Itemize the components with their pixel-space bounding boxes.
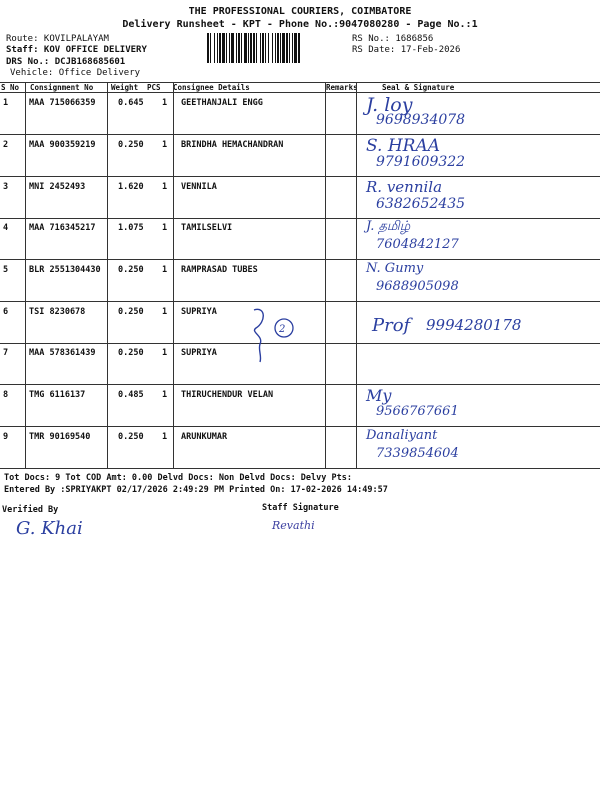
signature: My [366,386,392,405]
cell-pcs: 1 [162,307,168,317]
signature-phone: 9566767661 [376,404,459,419]
cell-consignment: MAA 716345217 [29,223,96,233]
col-header-sno: S No [1,83,20,92]
signature: S. HRAA [366,136,441,156]
table-row [0,92,600,134]
cell-consignment: TSI 8230678 [29,307,86,317]
cell-pcs: 1 [162,390,168,400]
col-header-weight: Weight [111,83,139,92]
signature-phone: 7339854604 [376,446,459,461]
cell-weight: 0.250 [118,348,144,358]
cell-pcs: 1 [162,432,168,442]
cell-sno: 6 [3,307,9,317]
totals-summary: Tot Docs: 9 Tot COD Amt: 0.00 Delvd Docs: Non Delvd Docs: Delvy Pts: [4,473,352,483]
cell-sno: 2 [3,140,9,150]
signature-phone: 9688905098 [376,279,459,294]
cell-consignment: TMG 6116137 [29,390,86,400]
col-header-pcs: PCS [147,83,161,92]
cell-consignment: BLR 2551304430 [29,265,101,275]
entered-by-line: Entered By :SPRIYAKPT 02/17/2026 2:49:29 PM Printed On: 17-02-2026 14:49:57 [4,485,388,495]
cell-pcs: 1 [162,98,168,108]
rs-number: RS No.: 1686856 [352,34,434,44]
vehicle-label: Vehicle: Office Delivery [10,68,141,78]
signature-phone: 7604842127 [376,237,459,252]
cell-consignee: BRINDHA HEMACHANDRAN [181,140,284,150]
cell-consignment: MAA 900359219 [29,140,96,150]
cell-weight: 0.485 [118,390,144,400]
cell-sno: 9 [3,432,9,442]
staff-label: Staff: KOV OFFICE DELIVERY [6,45,147,55]
cell-pcs: 1 [162,265,168,275]
col-header-remarks: Remarks [326,83,358,92]
cell-consignee: SUPRIYA [181,307,217,317]
cell-weight: 0.250 [118,265,144,275]
cell-weight: 1.075 [118,223,144,233]
staff-signature-label: Staff Signature [262,503,339,513]
signature-phone: 6382652435 [376,196,466,212]
cell-consignee: TAMILSELVI [181,223,233,233]
cell-pcs: 1 [162,348,168,358]
route-label: Route: KOVILPALAYAM [6,34,109,44]
table-row [0,134,600,176]
cell-consignment: TMR 90169540 [29,432,91,442]
signature-phone: 9791609322 [376,154,466,170]
cell-consignment: MNI 2452493 [29,182,86,192]
cell-consignment: MAA 715066359 [29,98,96,108]
cell-weight: 0.645 [118,98,144,108]
remarks-scribble [236,304,306,366]
cell-consignment: MAA 578361439 [29,348,96,358]
cell-sno: 5 [3,265,9,275]
signature: Danaliyant [366,428,438,443]
cell-sno: 3 [3,182,9,192]
cell-consignee: THIRUCHENDUR VELAN [181,390,274,400]
signature-phone: 9994280178 [426,316,522,334]
cell-pcs: 1 [162,223,168,233]
signature: R. vennila [366,178,443,196]
cell-weight: 0.250 [118,432,144,442]
cell-consignee: ARUNKUMAR [181,432,228,442]
cell-consignee: GEETHANJALI ENGG [181,98,263,108]
company-title: THE PROFESSIONAL COURIERS, COIMBATORE [188,6,412,17]
cell-consignee: RAMPRASAD TUBES [181,265,258,275]
verified-by-label: Verified By [2,505,59,515]
cell-sno: 7 [3,348,9,358]
col-header-seal: Seal & Signature [382,83,455,92]
signature: Prof [372,315,411,336]
runsheet-subtitle: Delivery Runsheet - KPT - Phone No.:9047080280 - Page No.:1 [122,19,478,30]
signature: J. loy [366,94,413,116]
cell-sno: 1 [3,98,9,108]
table-row [0,259,600,301]
cell-consignee: VENNILA [181,182,217,192]
cell-weight: 0.250 [118,140,144,150]
verified-signature: G. Khai [16,518,83,539]
svg-text:2: 2 [279,324,286,335]
rs-date: RS Date: 17-Feb-2026 [352,45,461,55]
signature: N. Gumy [366,261,424,276]
table-row [0,217,600,259]
signature-phone: 9698934078 [376,112,466,128]
table-row [0,384,600,426]
cell-weight: 1.620 [118,182,144,192]
cell-pcs: 1 [162,140,168,150]
signature: J. தமிழ் [366,219,411,234]
table-row [0,426,600,468]
cell-sno: 8 [3,390,9,400]
col-header-consignment: Consignment No [30,83,94,92]
cell-sno: 4 [3,223,9,233]
table-row [0,176,600,218]
staff-signature: Revathi [272,519,315,532]
cell-pcs: 1 [162,182,168,192]
drs-number: DRS No.: DCJB168685601 [6,57,126,67]
cell-weight: 0.250 [118,307,144,317]
col-header-consignee: Consignee Details [173,83,250,92]
cell-consignee: SUPRIYA [181,348,217,358]
